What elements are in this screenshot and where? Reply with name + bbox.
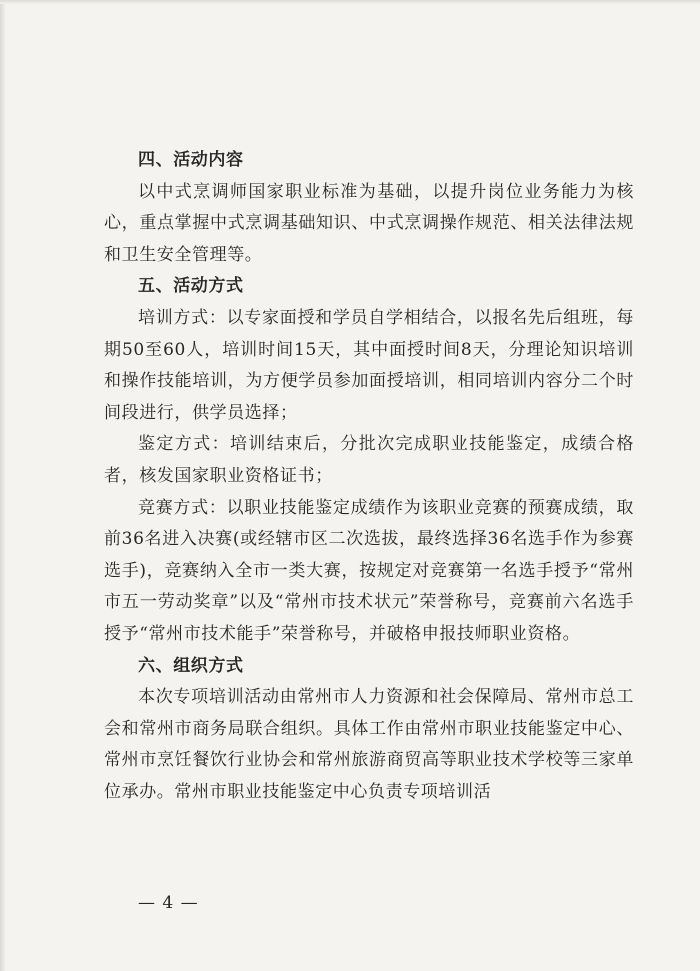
paragraph-training-method: 培训方式：以专家面授和学员自学相结合，以报名先后组班，每期50至60人，培训时间15天，其中面授时间8天，分理论知识培训和操作技能培训，为方便学员参加面授培训，相同培训内容分二个时间段进行，供学员选择； [104, 307, 634, 423]
section-heading-6: 六、组织方式 [138, 655, 244, 676]
scan-edge-top [0, 0, 700, 4]
paragraph-organization: 本次专项培训活动由常州市人力资源和社会保障局、常州市总工会和常州市商务局联合组织。具体工作由常州市职业技能鉴定中心、常州市烹饪餐饮行业协会和常州旅游商贸高等职业技术学校等三家单位承办。常州市职业技能鉴定中心负责专项培训活 [104, 687, 634, 802]
page-number: — 4 — [138, 893, 199, 913]
section-heading-5: 五、活动方式 [138, 276, 244, 297]
section-heading-4: 四、活动内容 [138, 150, 244, 170]
scan-edge-left [0, 0, 6, 971]
paragraph-activity-content: 以中式烹调师国家职业标准为基础，以提升岗位业务能力为核心，重点掌握中式烹调基础知识、中式烹调操作规范、相关法律法规和卫生安全管理等。 [104, 181, 634, 265]
paragraph-competition-method: 竞赛方式：以职业技能鉴定成绩作为该职业竞赛的预赛成绩，取前36名进入决赛(或经辖市区二次选拔，最终选择36名选手作为参赛选手)，竞赛纳入全市一类大赛，按规定对竞赛第一名选手授予“常州市五一劳动奖章”以及“常州市技术状元”荣誉称号，竞赛前六名选手授予“常州市技术能手”荣誉称号，并破格申报技师职业资格。 [104, 497, 634, 644]
paragraph-appraisal-method: 鉴定方式：培训结束后，分批次完成职业技能鉴定，成绩合格者，核发国家职业资格证书； [104, 434, 634, 486]
document-body [104, 145, 634, 808]
